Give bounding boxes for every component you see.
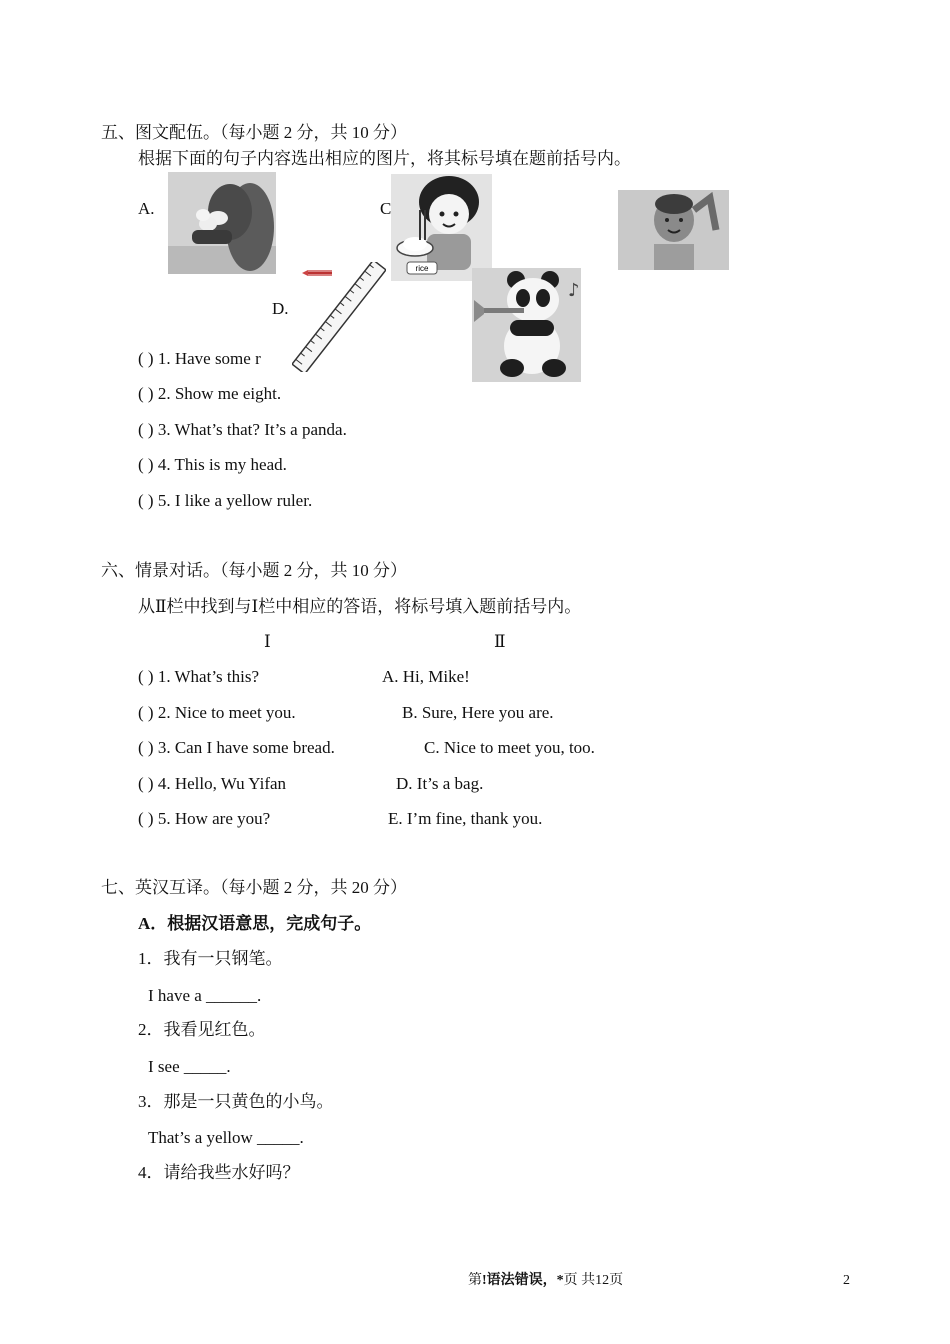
s6-answer-b: B. Sure, Here you are. [402, 703, 554, 722]
s6-answer-a: A. Hi, Mike! [382, 667, 470, 686]
section7-title: 七、英汉互译。（每小题 2 分，共 20 分） [101, 878, 407, 897]
s7-item-1-chinese: 1．我有一只钢笔。 [138, 949, 283, 968]
option-c-label: C [380, 199, 392, 218]
page-footer [468, 1274, 623, 1288]
section7-part-a-heading: A．根据汉语意思，完成句子。 [138, 914, 372, 933]
s5-item-3: ( ) 3. What’s that? It’s a panda. [138, 420, 347, 439]
s7-item-1-english: I have a ______. [148, 986, 262, 1005]
section6-title: 六、情景对话。（每小题 2 分，共 10 分） [101, 561, 407, 580]
picture-d-ruler [292, 262, 386, 372]
page-number: 2 [843, 1273, 850, 1288]
section5-instruction: 根据下面的句子内容选出相应的图片，将其标号填在题前括号内。 [138, 149, 631, 168]
s6-question-3: ( ) 3. Can I have some bread. [138, 738, 335, 757]
s5-item-5: ( ) 5. I like a yellow ruler. [138, 491, 313, 510]
section5-title: 五、图文配伍。（每小题 2 分，共 10 分） [101, 123, 407, 142]
s6-answer-e: E. I’m fine, thank you. [388, 809, 543, 828]
s6-answer-c: C. Nice to meet you, too. [424, 738, 595, 757]
svg-text:♪: ♪ [568, 280, 580, 301]
s6-question-5: ( ) 5. How are you? [138, 809, 271, 828]
option-d-label: D. [272, 299, 289, 318]
s6-question-4: ( ) 4. Hello, Wu Yifan [138, 774, 287, 793]
s6-answer-d: D. It’s a bag. [396, 774, 484, 793]
s5-item-4: ( ) 4. This is my head. [138, 455, 287, 474]
rice-label: rice [415, 264, 429, 273]
option-a-label: A. [138, 199, 155, 218]
s7-item-2-chinese: 2．我看见红色。 [138, 1020, 266, 1039]
column-1-header: Ⅰ [264, 632, 271, 651]
s6-question-1: ( ) 1. What’s this? [138, 667, 260, 686]
footer-error-text: !语法错误，* [482, 1273, 564, 1288]
column-2-header: Ⅱ [494, 632, 506, 651]
s7-item-2-english: I see _____. [148, 1057, 231, 1076]
picture-boy-head [618, 190, 729, 270]
s7-item-3-chinese: 3．那是一只黄色的小鸟。 [138, 1092, 334, 1111]
s5-item-2: ( ) 2. Show me eight. [138, 384, 282, 403]
footer-prefix: 第 [468, 1273, 482, 1288]
s7-item-3-english: That’s a yellow _____. [148, 1128, 304, 1147]
section6-instruction: 从Ⅱ栏中找到与Ⅰ栏中相应的答语，将标号填入题前括号内。 [138, 597, 582, 616]
picture-a-boy-mouth [168, 172, 276, 274]
footer-suffix: 页 共12页 [563, 1273, 624, 1288]
s6-question-2: ( ) 2. Nice to meet you. [138, 703, 296, 722]
picture-c-girl-rice [391, 174, 492, 281]
s7-item-4-chinese: 4．请给我些水好吗？ [138, 1163, 300, 1182]
s5-item-1: ( ) 1. Have some r [138, 349, 261, 368]
picture-panda-trumpet [472, 268, 581, 382]
